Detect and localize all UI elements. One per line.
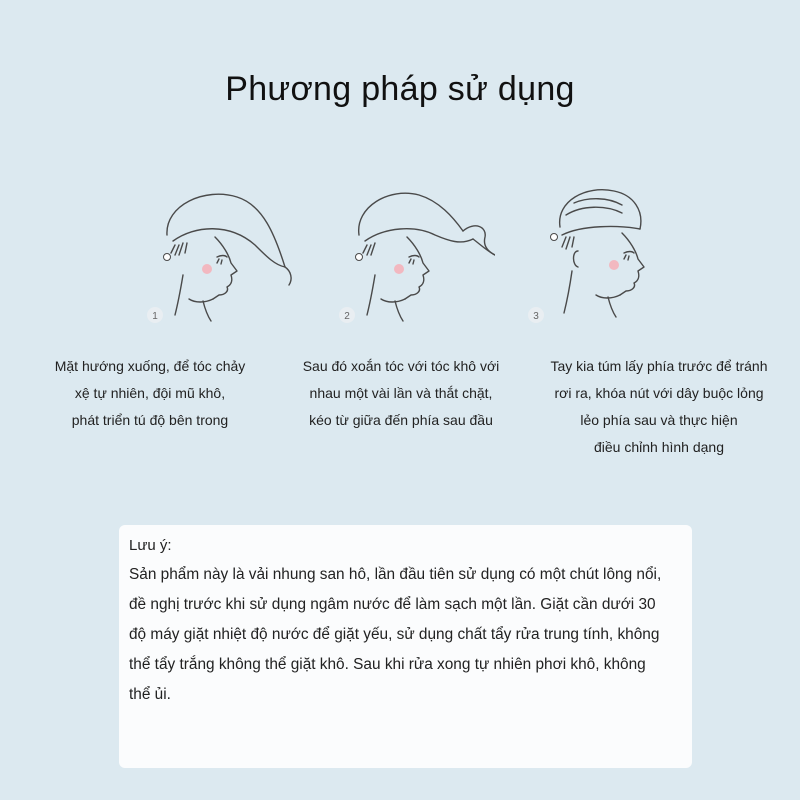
page-title: Phương pháp sử dụng <box>225 70 575 108</box>
caption-line: kéo từ giữa đến phía sau đầu <box>309 412 493 428</box>
step-1-illustration <box>145 175 305 330</box>
step-3-illustration <box>522 175 682 330</box>
caption-line: lẻo phía sau và thực hiện <box>580 412 738 428</box>
step-2-caption <box>286 353 516 434</box>
caption-line: phát triển tú độ bên trong <box>71 412 229 428</box>
caption-line: Tay kia túm lấy phía trước để tránh <box>550 358 768 374</box>
step-1-number: 1 <box>152 311 158 322</box>
step-1-caption <box>35 353 265 434</box>
caption-line: nhau một vài lần và thắt chặt, <box>309 385 493 401</box>
caption-line: Mặt hướng xuống, để tóc chảy <box>54 358 246 374</box>
note-line: độ máy giặt nhiệt độ nước để giặt yếu, sử dụng chất tẩy rửa trung tính, không <box>129 626 660 643</box>
note-label: Lưu ý: <box>129 537 172 554</box>
caption-line: rơi ra, khóa nút với dây buộc lỏng <box>554 385 764 401</box>
step-2-illustration <box>335 175 495 330</box>
note-line: thể ủi. <box>129 686 171 703</box>
woman-profile-twisting-towel-icon <box>335 175 495 330</box>
note-line: Sản phẩm này là vải nhung san hô, lần đầu tiên sử dụng có một chút lông nổi, <box>129 566 662 583</box>
caption-line: xệ tự nhiên, đội mũ khô, <box>74 385 226 401</box>
note-line: đề nghị trước khi sử dụng ngâm nước để làm sạch một lần. Giặt cần dưới 30 <box>129 596 656 613</box>
note-box <box>119 525 692 768</box>
note-line: thể tẩy trắng không thể giặt khô. Sau khi rửa xong tự nhiên phơi khô, không <box>129 656 646 673</box>
woman-profile-wrapped-towel-icon <box>522 175 682 330</box>
step-2-number: 2 <box>344 311 350 322</box>
caption-line: Sau đó xoắn tóc với tóc khô với <box>302 358 500 374</box>
caption-line: điều chỉnh hình dạng <box>594 439 724 455</box>
woman-profile-with-hair-towel-cap-icon <box>145 175 305 330</box>
step-3-caption <box>529 353 789 461</box>
step-3-number: 3 <box>533 311 539 322</box>
note-body <box>129 560 680 710</box>
